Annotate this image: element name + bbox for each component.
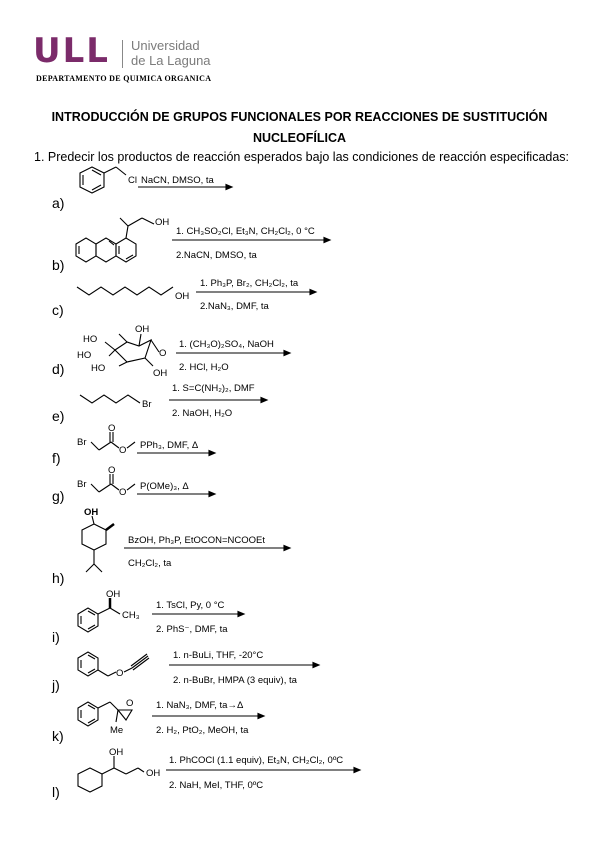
document-title-line1: INTRODUCCIÓN DE GRUPOS FUNCIONALES POR REACCIONES DE SUSTITUCIÓN [51,110,548,124]
atom-ho-3: HO [91,363,106,374]
atom-me: Me [110,725,124,736]
atom-oh: OH [84,507,99,518]
reaction-arrow-i [152,610,246,618]
conditions-j-top: 1. n-BuLi, THF, -20°C [173,650,264,661]
university-name [131,38,211,68]
item-label-j: j) [52,677,60,693]
conditions-l-top: 1. PhCOCl (1.1 equiv), Et₃N, CH₂Cl₂, 0ºC [169,755,344,766]
reaction-arrow-b [172,236,332,244]
conditions-g-top: P(OMe)₃, Δ [140,481,189,492]
conditions-k-top: 1. NaN₃, DMF, ta→Δ [156,700,244,711]
conditions-b-top: 1. CH₃SO₂Cl, Et₃N, CH₂Cl₂, 0 °C [176,226,315,237]
structure-methyl-bromoacetate-g [75,465,145,500]
item-label-h: h) [52,570,65,586]
item-label-l: l) [52,784,60,800]
item-label-c: c) [52,302,64,318]
atom-oh-1: OH [135,324,150,335]
structure-phenylethanol [72,589,152,636]
atom-oh: OH [106,589,121,600]
structure-pyranose [75,322,175,380]
reaction-arrow-f [137,449,217,457]
atom-o-carbonyl: O [108,423,116,434]
conditions-a-top: NaCN, DMSO, ta [141,175,214,186]
item-label-k: k) [52,728,64,744]
structure-methyl-bromoacetate-f [75,423,145,458]
reaction-arrow-j [169,661,321,669]
conditions-h-bottom: CH₂Cl₂, ta [128,558,172,569]
conditions-d-top: 1. (CH₃O)₂SO₄, NaOH [179,339,274,350]
conditions-l-bottom: 2. NaH, MeI, THF, 0ºC [169,780,264,791]
structure-menthol [68,508,128,584]
logo-divider [122,40,123,68]
reaction-arrow-a [138,183,233,191]
atom-ho-1: HO [83,334,98,345]
structure-octanol [75,282,195,302]
atom-oh-2: OH [146,768,161,779]
item-label-b: b) [52,257,65,273]
atom-oh-1: OH [109,747,124,758]
reaction-arrow-d [176,349,292,357]
reaction-arrow-g [137,490,217,498]
structure-anthracenyl-propanol [70,208,180,274]
university-name-line2: de La Laguna [131,53,211,68]
atom-o: O [116,668,124,679]
conditions-j-bottom: 2. n-BuBr, HMPA (3 equiv), ta [173,675,297,686]
reaction-arrow-k [152,712,266,720]
conditions-i-top: 1. TsCl, Py, 0 °C [156,600,225,611]
reaction-arrow-e [169,396,269,404]
structure-cyclohexyl-propanediol [72,744,172,800]
atom-o-ester: O [119,445,127,456]
atom-o: O [126,698,134,709]
university-name-line1: Universidad [131,38,200,53]
atom-oh: OH [175,291,190,302]
item-label-d: d) [52,361,65,377]
atom-br: Br [77,437,87,448]
atom-ho-2: HO [77,350,92,361]
atom-o-ester: O [119,487,127,498]
item-label-f: f) [52,450,61,466]
atom-oh: OH [155,217,170,228]
reaction-arrow-h [124,544,292,552]
structure-benzyl-propargyl-ether [72,648,172,682]
document-title-line2: NUCLEOFÍLICA [252,131,347,145]
conditions-f-top: PPh₃, DMF, Δ [140,440,199,451]
atom-br: Br [77,479,87,490]
ull-logo-letters: ULL [33,31,110,71]
item-label-e: e) [52,408,65,424]
atom-br: Br [142,399,152,410]
conditions-h-top: BzOH, Ph₃P, EtOCON=NCOOEt [128,535,265,546]
item-label-g: g) [52,488,65,504]
atom-oh-2: OH [153,368,168,379]
structure-benzyl-chloride [70,165,140,205]
item-label-i: i) [52,629,60,645]
atom-cl: Cl [128,175,137,186]
atom-o-carbonyl: O [108,465,116,476]
conditions-d-bottom: 2. HCl, H₂O [179,362,229,373]
question-text: 1. Predecir los productos de reacción esperados bajo las condiciones de reacción especificadas: [34,150,570,164]
conditions-c-bottom: 2.NaN₃, DMF, ta [200,301,269,312]
conditions-k-bottom: 2. H₂, PtO₂, MeOH, ta [156,725,249,736]
atom-ch3: CH₃ [122,610,140,621]
conditions-b-bottom: 2.NaCN, DMSO, ta [176,250,257,261]
conditions-e-bottom: 2. NaOH, H₂O [172,408,233,419]
atom-o-ring: O [159,348,167,359]
reaction-arrow-c [196,288,318,296]
reaction-arrow-l [166,766,362,774]
department-name: DEPARTAMENTO DE QUIMICA ORGANICA [36,74,212,83]
conditions-i-bottom: 2. PhS⁻, DMF, ta [156,624,228,635]
structure-bromohexane [78,390,163,410]
item-label-a: a) [52,195,65,211]
conditions-e-top: 1. S=C(NH₂)₂, DMF [172,383,255,394]
structure-benzyl-epoxide [72,696,152,738]
conditions-c-top: 1. Ph₃P, Br₂, CH₂Cl₂, ta [200,278,299,289]
